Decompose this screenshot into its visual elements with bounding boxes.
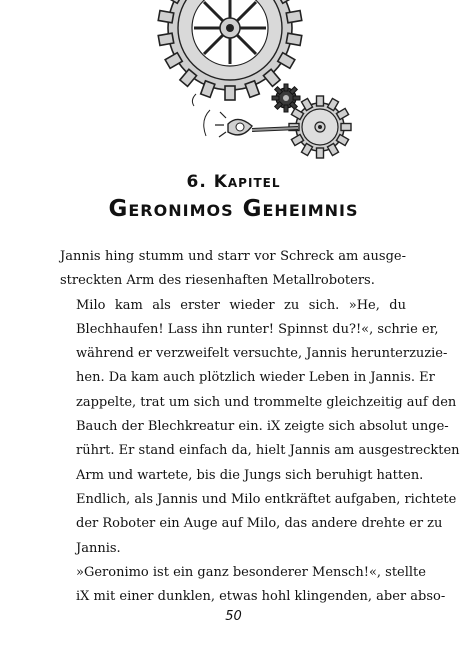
- page-number: 50: [225, 609, 242, 624]
- text-line: iX mit einer dunklen, etwas hohl klingenden, aber abso-: [76, 589, 446, 605]
- text-line: Blechhaufen! Lass ihn runter! Spinnst du?!«, schrie er,: [76, 321, 439, 337]
- paragraph: [60, 245, 406, 294]
- text-line: Endlich, als Jannis und Milo entkräftet aufgaben, richtete: [76, 491, 457, 507]
- text-line: Milo kam als erster wieder zu sich. »He, du: [76, 297, 406, 313]
- text-line: Bauch der Blechkreatur ein. iX zeigte sich absolut unge-: [76, 419, 449, 435]
- small-gear-icon: [272, 84, 300, 112]
- text-line: während er verzweifelt versuchte, Jannis herunterzuzie-: [76, 346, 448, 362]
- text-line: Jannis hing stumm und starr vor Schreck am ausge-: [60, 249, 406, 264]
- text-line: Jannis.: [76, 540, 121, 556]
- text-line: »Geronimo ist ein ganz besonderer Mensch!«, stellte: [76, 564, 426, 580]
- chapter-number: 6. Kapitel: [186, 172, 281, 192]
- medium-gear-icon: [289, 96, 351, 158]
- text-line: Arm und wartete, bis die Jungs sich beruhigt hatten.: [76, 467, 424, 483]
- gears-illustration: [140, 0, 360, 168]
- large-gear-icon: [158, 0, 302, 100]
- text-line: der Roboter ein Auge auf Milo, das andere drehte er zu: [76, 516, 443, 532]
- chapter-title: Geronimos Geheimnis: [108, 196, 359, 222]
- paragraph: [60, 294, 460, 561]
- text-line: rührt. Er stand einfach da, hielt Jannis am ausgestreckten: [76, 443, 460, 459]
- body-text: [60, 245, 460, 609]
- text-line: zappelte, trat um sich und trommelte gleichzeitig auf den: [76, 394, 457, 410]
- text-line: hen. Da kam auch plötzlich wieder Leben in Jannis. Er: [76, 370, 435, 386]
- paragraph: [60, 561, 446, 610]
- text-line: streckten Arm des riesenhaften Metallroboters.: [60, 273, 375, 289]
